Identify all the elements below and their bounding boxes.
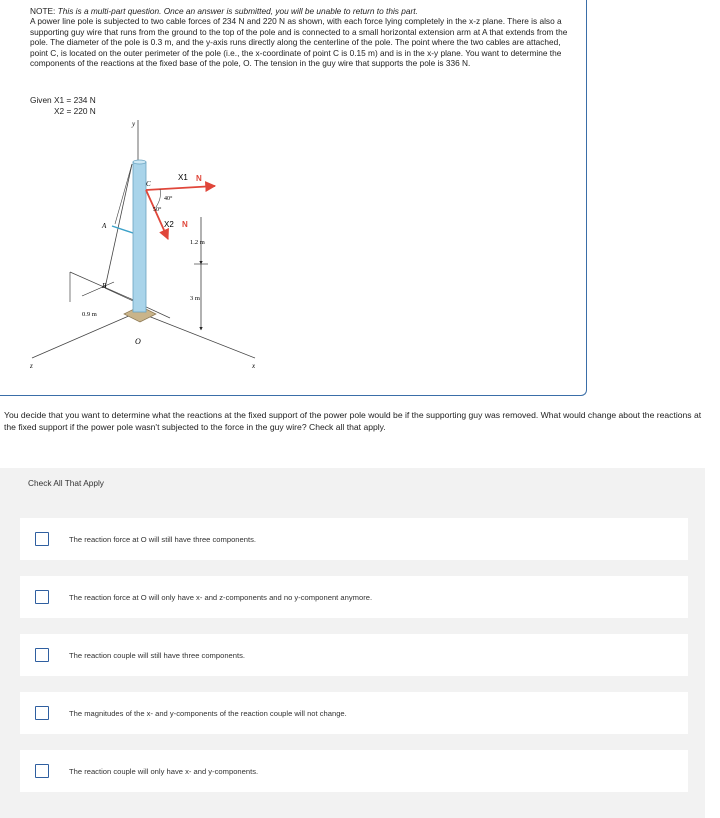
extension-arm: [112, 226, 136, 234]
label-x2-unit: N: [182, 220, 188, 229]
checkbox-2[interactable]: [35, 590, 49, 604]
check-all-title: Check All That Apply: [28, 478, 104, 488]
dim-0-9m: 0.9 m: [82, 311, 97, 318]
option-4-text: The magnitudes of the x- and y-components of the reaction couple will not change.: [69, 708, 347, 718]
given-x2: X2 = 220 N: [54, 105, 96, 116]
pole-diagram: [20, 112, 320, 384]
given-x1: Given X1 = 234 N: [30, 95, 96, 105]
note-warning: This is a multi-part question. Once an answer is submitted, you will be unable to return to this part.: [57, 6, 418, 16]
checkbox-1[interactable]: [35, 532, 49, 546]
option-4[interactable]: [20, 692, 688, 734]
angle-40: 40°: [164, 196, 173, 202]
label-y: y: [132, 120, 136, 128]
option-1-text: The reaction force at O will still have three components.: [69, 534, 256, 544]
checkbox-4[interactable]: [35, 706, 49, 720]
label-x: x: [252, 362, 256, 370]
question-prompt: You decide that you want to determine what the reactions at the fixed support of the power pole would be if the supporting guy was removed. What would change about the reactions at the fixed support if the power pole wasn't subjected to the force in the guy wire? Check all that apply.: [4, 410, 702, 432]
check-all-panel: [0, 468, 705, 818]
note-body: A power line pole is subjected to two cable forces of 234 N and 220 N as shown, with each force lying completely in the x-z plane. There is also a supporting guy wire that runs from the ground to the top of the pole and is connected to a small horizontal extension arm at A that extends from the pole. The diameter of the pole is 0.3 m, and the y-axis runs directly along the centerline of the pole. The point where the two cables are attached, point C, is located on the outer perimeter of the pole (i.e., the x-coordinate of point C is 0.15 m) and is in the x-y plane. You want to determine the components of the reactions at the fixed base of the pole, O. The tension in the guy wire that supports the pole is 336 N.: [30, 16, 568, 69]
dim-3m: 3 m: [190, 295, 200, 302]
label-a: A: [102, 222, 107, 230]
label-z: z: [30, 362, 33, 370]
label-c: C: [146, 180, 151, 188]
label-x1-unit: N: [196, 174, 202, 183]
checkbox-5[interactable]: [35, 764, 49, 778]
option-3-text: The reaction couple will still have three components.: [69, 650, 246, 660]
angle-50: 50°: [153, 207, 162, 213]
question-panel: [0, 0, 587, 396]
problem-statement: [30, 6, 570, 68]
option-1[interactable]: [20, 518, 688, 560]
x-axis: [138, 312, 255, 358]
guy-wire: [105, 164, 132, 288]
option-2-text: The reaction force at O will only have x- and z-components and no y-component anymore.: [69, 592, 373, 602]
force-x1-arrow: [146, 186, 215, 190]
option-2[interactable]: [20, 576, 688, 618]
label-b: B: [102, 282, 107, 290]
option-5-text: The reaction couple will only have x- and y-components.: [69, 766, 259, 776]
label-x1: X1: [178, 173, 188, 182]
option-3[interactable]: [20, 634, 688, 676]
option-5[interactable]: [20, 750, 688, 792]
note-label: NOTE:: [30, 6, 58, 16]
dim-1-2m: 1.2 m: [190, 239, 205, 246]
pole: [133, 162, 146, 312]
label-o: O: [135, 337, 141, 346]
checkbox-3[interactable]: [35, 648, 49, 662]
label-x2: X2: [164, 220, 174, 229]
z-axis: [32, 312, 138, 358]
